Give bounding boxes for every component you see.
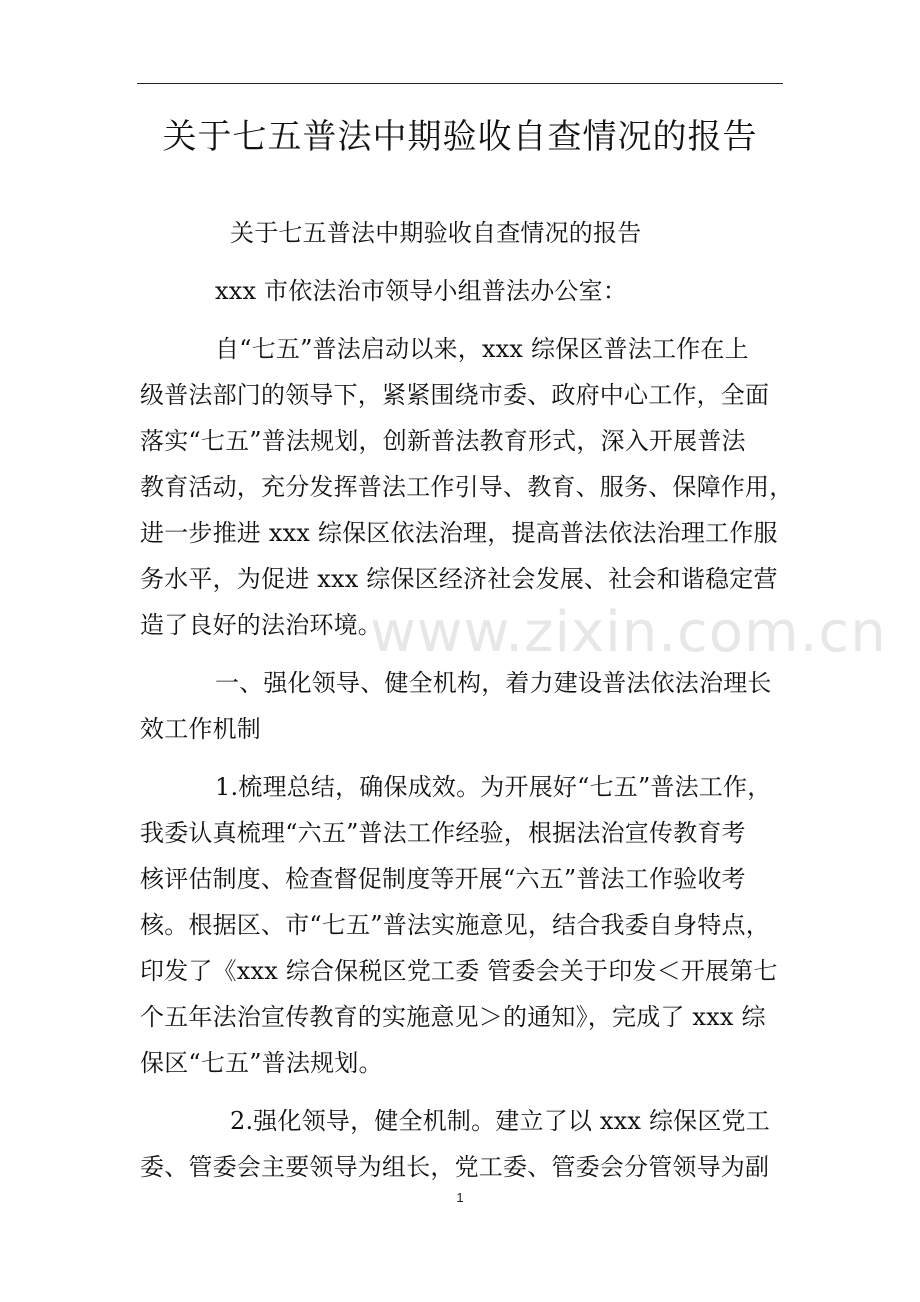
paragraph-item-2 — [140, 1098, 790, 1190]
paragraph-line: 效工作机制 — [140, 715, 261, 743]
salutation: xxx 市依法治市领导小组普法办公室： — [215, 277, 628, 305]
paragraph-line: 2.强化领导，健全机制。建立了以 xxx 综保区党工 — [230, 1107, 770, 1135]
paragraph-line: 核评估制度、检查督促制度等开展“六五”普法工作验收考 — [140, 865, 746, 893]
paragraph-line: 落实“七五”普法规划，创新普法教育形式，深入开展普法 — [140, 427, 746, 455]
paragraph-line: 自“七五”普法启动以来，xxx 综保区普法工作在上 — [215, 335, 749, 363]
paragraph-line: 个五年法治宣传教育的实施意见＞的通知》，完成了 xxx 综 — [140, 1003, 766, 1031]
document-subtitle: 关于七五普法中期验收自查情况的报告 — [230, 219, 642, 247]
paragraph-line: 教育活动，充分发挥普法工作引导、教育、服务、保障作用， — [140, 473, 794, 501]
paragraph-line: 级普法部门的领导下，紧紧围绕市委、政府中心工作，全面 — [140, 381, 770, 409]
page-number: 1 — [456, 1190, 464, 1205]
paragraph-item-1 — [140, 764, 790, 1086]
header-rule — [137, 83, 783, 84]
paragraph-line: 务水平，为促进 xxx 综保区经济社会发展、社会和谐稳定营 — [140, 565, 778, 593]
paragraph-line: 造了良好的法治环境。 — [140, 611, 382, 639]
document-body — [140, 210, 794, 1190]
paragraph-line: 一、强化领导、健全机构，着力建设普法依法治理长 — [215, 669, 772, 697]
watermark: www.zixin.com.cn — [370, 600, 887, 665]
paragraph-line: 我委认真梳理“六五”普法工作经验，根据法治宣传教育考 — [140, 819, 746, 847]
paragraph-line: 1.梳理总结，确保成效。为开展好“七五”普法工作， — [215, 773, 772, 801]
paragraph-line: 委、管委会主要领导为组长，党工委、管委会分管领导为副 — [140, 1153, 770, 1181]
paragraph-line: 核。根据区、市“七五”普法实施意见，结合我委自身特点， — [140, 911, 770, 939]
section-heading-1 — [140, 660, 790, 752]
document-title: 关于七五普法中期验收自查情况的报告 — [162, 117, 758, 157]
paragraph-line: 保区“七五”普法规划。 — [140, 1049, 383, 1077]
paragraph-intro — [140, 326, 794, 648]
paragraph-line: 进一步推进 xxx 综保区依法治理，提高普法依法治理工作服 — [140, 519, 778, 547]
paragraph-line: 印发了《xxx 综合保税区党工委 管委会关于印发＜开展第七 — [140, 957, 778, 985]
